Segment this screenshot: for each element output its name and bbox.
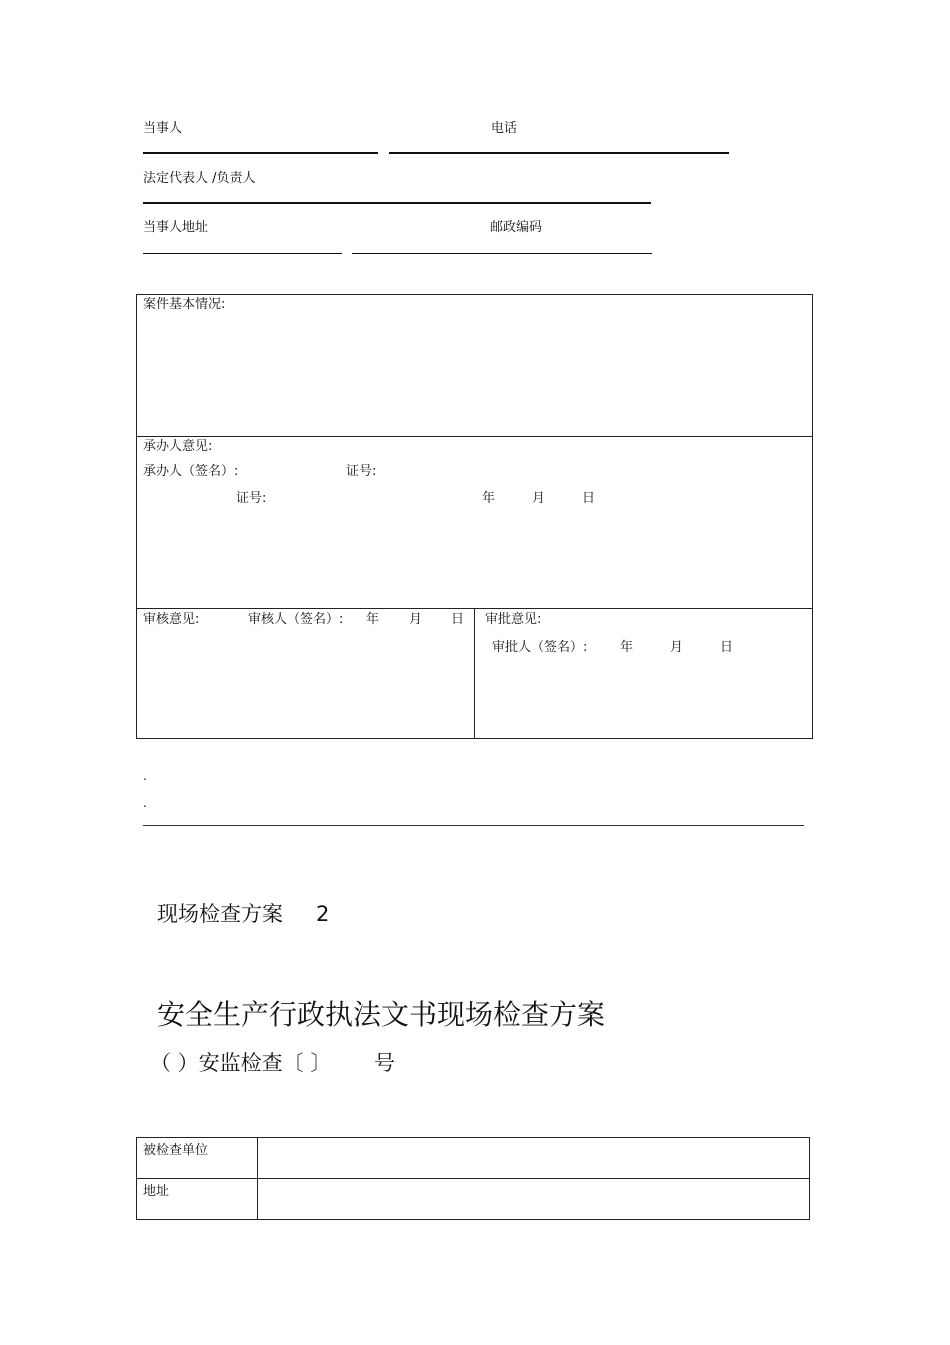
- inspected-address-field[interactable]: [258, 1179, 809, 1219]
- doc-number-suffix: 号: [374, 1051, 395, 1075]
- case-basic-label: 案件基本情况:: [143, 297, 226, 312]
- reviewer-sign-label: 审核人（签名）:: [248, 612, 344, 627]
- case-basic-field[interactable]: [137, 315, 812, 435]
- dot-mark: .: [143, 796, 147, 810]
- handler-date-day: 日: [582, 491, 596, 506]
- address-underline[interactable]: [143, 253, 342, 254]
- review-opinion-label: 审核意见:: [143, 612, 200, 627]
- inspected-unit-label: 被检查单位: [143, 1143, 209, 1158]
- phone-label: 电话: [491, 121, 518, 136]
- review-date-month: 月: [409, 612, 423, 627]
- postcode-label: 邮政编码: [490, 220, 543, 235]
- doc-number-line: （ ）安监检查〔 〕: [150, 1051, 332, 1075]
- review-date-year: 年: [366, 612, 380, 627]
- cert-no-label-2: 证号:: [236, 491, 267, 506]
- approve-opinion-label: 审批意见:: [485, 612, 542, 627]
- handler-date-month: 月: [532, 491, 546, 506]
- legal-rep-label: 法定代表人 /负责人: [143, 171, 256, 186]
- postcode-underline[interactable]: [352, 253, 652, 254]
- inspected-address-label: 地址: [143, 1184, 170, 1199]
- approve-date-year: 年: [620, 640, 634, 655]
- phone-underline[interactable]: [389, 152, 729, 154]
- approve-date-day: 日: [720, 640, 734, 655]
- approve-date-month: 月: [670, 640, 684, 655]
- party-label: 当事人: [143, 121, 183, 136]
- review-date-day: 日: [451, 612, 465, 627]
- legal-rep-underline[interactable]: [143, 202, 651, 204]
- main-title: 安全生产行政执法文书现场检查方案: [157, 998, 606, 1031]
- handler-opinion-label: 承办人意见:: [143, 439, 213, 454]
- inspected-unit-field[interactable]: [258, 1138, 809, 1178]
- party-underline[interactable]: [143, 152, 378, 154]
- dot-mark: .: [143, 769, 147, 783]
- approver-sign-label: 审批人（签名）:: [492, 640, 588, 655]
- handler-date-year: 年: [482, 491, 496, 506]
- handler-opinion-field[interactable]: [137, 512, 812, 607]
- approve-opinion-field[interactable]: [475, 660, 811, 737]
- address-label: 当事人地址: [143, 220, 209, 235]
- review-opinion-field[interactable]: [137, 632, 473, 737]
- cert-no-label-1: 证号:: [346, 464, 377, 479]
- section-subtitle: 现场检查方案: [157, 902, 283, 926]
- section-separator: [143, 825, 804, 826]
- section-subtitle-number: 2: [316, 902, 330, 926]
- case-form-divider-1: [136, 436, 813, 437]
- handler-sign-label: 承办人（签名）:: [143, 464, 239, 479]
